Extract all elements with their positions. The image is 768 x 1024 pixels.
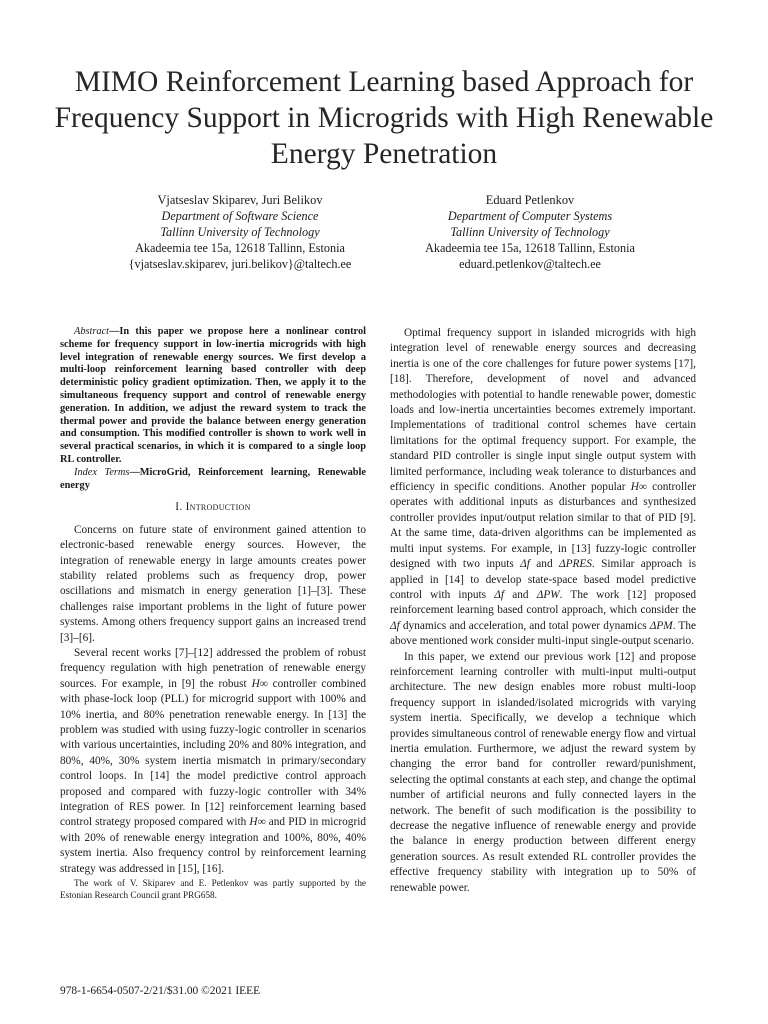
section-number: I.: [175, 501, 183, 514]
author-university: Tallinn University of Technology: [450, 225, 610, 239]
math-h-inf: H∞: [249, 816, 266, 829]
text-run: and: [504, 588, 537, 601]
section-heading: [60, 500, 366, 515]
abstract: [60, 326, 366, 467]
author-email: {vjatseslav.skiparev, juri.belikov}@taltech.ee: [128, 257, 352, 271]
author-university: Tallinn University of Technology: [160, 225, 320, 239]
author-address: Akadeemia tee 15a, 12618 Tallinn, Estonia: [135, 241, 345, 255]
text-run: and: [529, 558, 559, 571]
text-run: dynamics and acceleration, and total power dynamics: [399, 619, 650, 632]
author-names: Eduard Petlenkov: [485, 193, 575, 207]
author-department: Department of Computer Systems: [447, 209, 613, 223]
abstract-body: —In this paper we propose here a nonlinear control scheme for frequency support in low-inertia microgrids with high level integration of renewable energy sources. We first develop a multi-loop reinforcement learning based controller with deep deterministic policy gradient optimization. Then, we apply it to the simultaneous frequency support and control of renewable energy generation. In addition, we adjust the reward system to track the thermal power and provide the balance between energy generation and consumption. This modified controller is shown to work well in several practical scenarios, in which it is compared to a single loop RL controller.: [60, 326, 366, 465]
math-delta-p-res: ΔPRES: [558, 558, 592, 571]
copyright-footer: 978-1-6654-0507-2/21/$31.00 ©2021 IEEE: [60, 985, 261, 997]
paper-title: MIMO Reinforcement Learning based Approach for Frequency Support in Microgrids with High Renewable Energy Penetration: [54, 66, 714, 170]
footnote: The work of V. Skiparev and E. Petlenkov was partly supported by the Estonian Research Council grant PRG658.: [60, 878, 366, 901]
author-block-left: [110, 192, 370, 272]
text-run: Several recent works [7]–[12] addressed the problem of robust frequency regulation with high penetration of renewable energy sources. For example, in [9] the robust: [60, 647, 366, 690]
index-terms: [60, 467, 366, 493]
math-h-inf: H∞: [251, 677, 268, 690]
intro-paragraph-1: Concerns on future state of environment gained attention to electronic-based renewable energy sources. However, the integration of renewable energy in large amounts creates power stability related problems such as frequency drop, power oscillations and mismatch in energy generation [1]–[3]. These challenges raise important problems in the light of future power systems. Among others frequency support gains an increased trend [3]–[6].: [60, 523, 366, 644]
text-run: controller combined with phase-lock loop (PLL) for microgrid support with 100% and 10% inertia, and 80% penetration renewable energy. In [13] the problem was studied with using fuzzy-logic controller in scenarios with various uncertainties, including 20% and 80% integration, and 80%, 40%, 30% system inertia mismatch in primary/secondary control loops. In [14] the model predictive control approach proposed and compared with fuzzy-logic controller with 34% integration of RES power. In [12] reinforcement learning based control strategy proposed compared with: [60, 677, 366, 829]
author-names: Vjatseslav Skiparev, Juri Belikov: [157, 193, 323, 207]
index-terms-body: —MicroGrid, Reinforcement learning, Renewable energy: [60, 466, 366, 491]
math-delta-f: Δf: [390, 619, 400, 632]
abstract-lead: Abstract: [74, 326, 110, 337]
math-delta-p-w: ΔPW: [536, 588, 560, 601]
index-terms-lead: Index Terms: [74, 466, 130, 478]
author-department: Department of Software Science: [161, 209, 319, 223]
intro-paragraph-2: [60, 646, 366, 877]
math-delta-f: Δf: [520, 558, 530, 571]
right-column: [390, 326, 696, 896]
author-email: eduard.petlenkov@taltech.ee: [459, 257, 601, 271]
author-block-right: [400, 192, 660, 272]
math-delta-p-m: ΔPM: [649, 619, 673, 632]
right-paragraph-2: In this paper, we extend our previous work [12] and propose reinforcement learning controller with multi-input multi-output architecture. The new design enables more robust multi-loop frequency support in islanded/isolated microgrids with varying system inertia. Specifically, we develop a technique which provides simultaneous control of renewable energy flow and virtual inertia emulation. Furthermore, we adjust the reward system by changing the error band for controller reward/punishment, selecting the optimal constants at each step, and change the optimal number of artificial neurons and fully connected layers in the network. The benefit of such modification is the possibility to decrease the negative influence of renewable energy and provide the balance in energy production between different energy generation sources. As result extended RL controller provides the effective frequency stability with integration up to 50% of renewable power.: [390, 650, 696, 894]
text-run: Optimal frequency support in islanded microgrids with high integration level of renewable energy sources and decreasing inertia is one of the core challenges for future power systems [17], [18]. Therefore, development of novel and advanced methodologies with potential to handle renewable power, domestic loads and low-inertia uncertainties becomes extremely important. Implementations of traditional control schemes have certain limitations for the optimal frequency support. For example, the standard PID controller is single input single output system with limited performance, including weak tolerance to disturbances and efficiency in specific conditions. Another popular: [390, 327, 696, 494]
text-run: . The above mentioned work consider multi-input single-output scenario.: [390, 619, 697, 648]
text-run: controller operates with additional inputs as disturbances and synthesized controller provides input/output relation similar to that of PID [9]. At the same time, data-driven algorithms can be implemented as multi input systems. For example, in [13] fuzzy-logic controller designed with two inputs: [390, 481, 696, 571]
right-paragraph-1: [390, 326, 696, 650]
text-run: . Similar approach is applied in [14] to develop state-space based model predictive control with inputs: [390, 558, 696, 601]
author-address: Akadeemia tee 15a, 12618 Tallinn, Estonia: [425, 241, 635, 255]
section-title: Introduction: [185, 501, 251, 514]
left-column: [60, 326, 366, 901]
math-h-inf: H∞: [630, 481, 647, 494]
text-run: . The work [12] proposed reinforcement learning based control approach, which consider the: [390, 588, 696, 617]
text-run: and PID in microgrid with 20% of renewable energy integration and 100%, 80%, 40% system inertia. Also frequency control by reinforcement learning strategy was addressed in [15], [16].: [60, 816, 366, 875]
math-delta-f: Δf: [494, 588, 505, 601]
